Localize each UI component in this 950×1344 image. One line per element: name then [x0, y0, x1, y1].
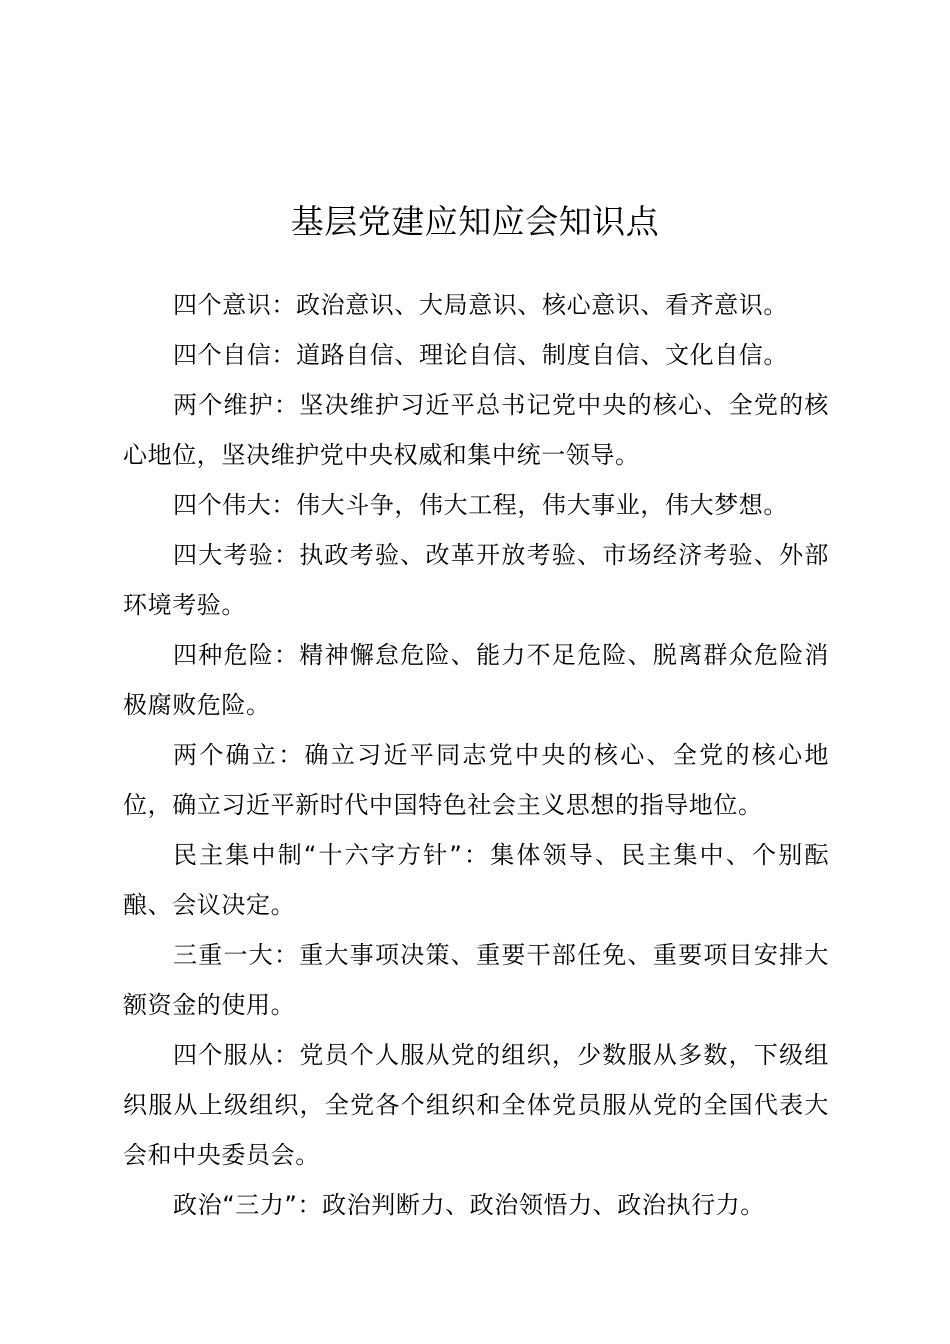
paragraph-four-confidence: 四个自信：道路自信、理论自信、制度自信、文化自信。: [173, 341, 788, 369]
document-body: [123, 280, 829, 1230]
paragraph-four-tests: 四大考验：执政考验、改革开放考验、市场经济考验、外部环境考验。: [123, 541, 829, 619]
paragraph-three-important-one-large: 三重一大：重大事项决策、重要干部任免、重要项目安排大额资金的使用。: [123, 941, 829, 1019]
paragraph-four-obediences: 四个服从：党员个人服从党的组织，少数服从多数，下级组织服从上级组织，全党各个组织和全体党员服从党的全国代表大会和中央委员会。: [123, 1041, 829, 1169]
page-title: 基层党建应知应会知识点: [290, 202, 660, 242]
paragraph-four-consciousness: 四个意识：政治意识、大局意识、核心意识、看齐意识。: [173, 291, 788, 319]
paragraph-two-safeguards: 两个维护：坚决维护习近平总书记党中央的核心、全党的核心地位，坚决维护党中央权威和集中统一领导。: [123, 391, 829, 469]
paragraph-two-establishments: 两个确立：确立习近平同志党中央的核心、全党的核心地位，确立习近平新时代中国特色社会主义思想的指导地位。: [123, 741, 829, 819]
paragraph-democratic-centralism: 民主集中制“十六字方针”：集体领导、民主集中、个别酝酿、会议决定。: [123, 841, 829, 919]
paragraph-political-three-abilities: 政治“三力”：政治判断力、政治领悟力、政治执行力。: [173, 1191, 765, 1219]
paragraph-four-greats: 四个伟大：伟大斗争，伟大工程，伟大事业，伟大梦想。: [173, 491, 788, 519]
paragraph-four-dangers: 四种危险：精神懈怠危险、能力不足危险、脱离群众危险消极腐败危险。: [123, 641, 829, 719]
